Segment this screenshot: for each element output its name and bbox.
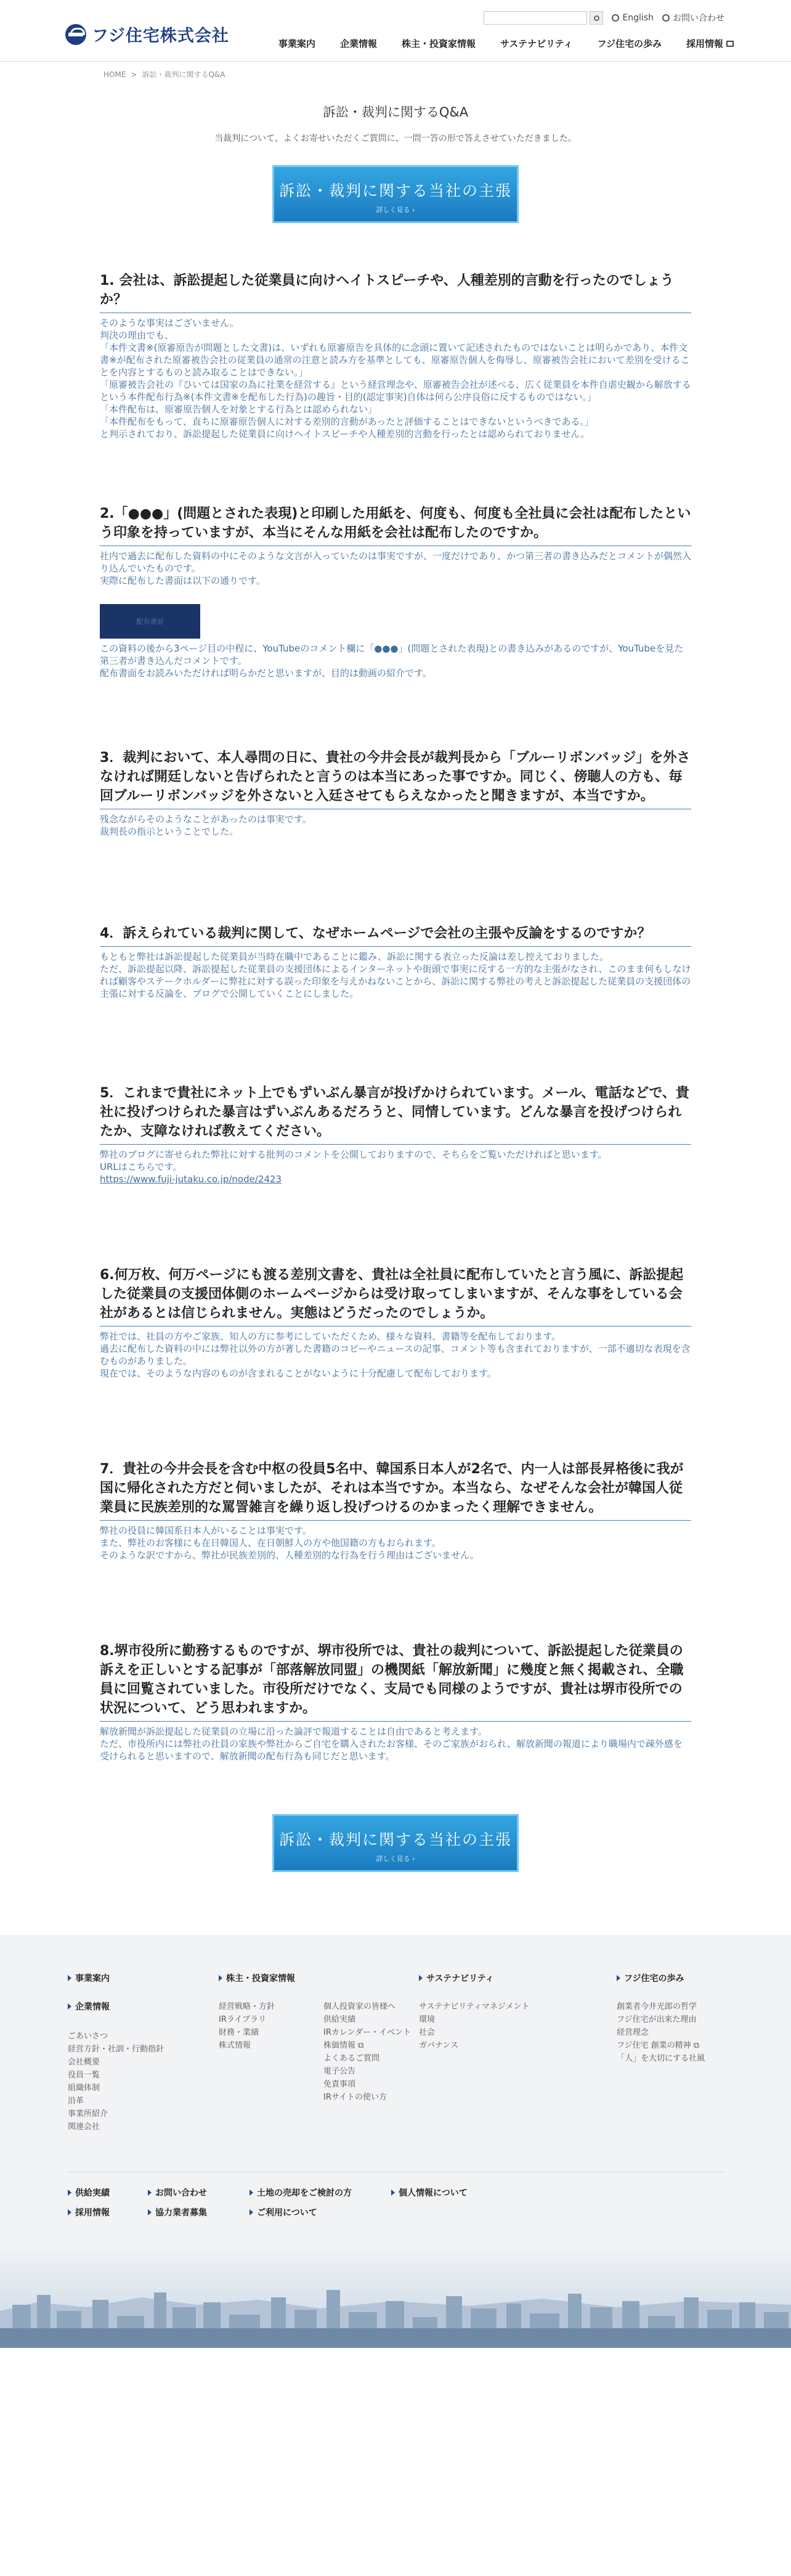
answer: 残念ながらそのようなことがあったのは事実です。 裁判長の指示ということでした。 — [100, 814, 312, 837]
banner-title: 訴訟・裁判に関する当社の主張 — [278, 182, 512, 200]
nav-history[interactable]: フジ住宅の歩み — [597, 38, 662, 49]
blog-comments-link[interactable]: https://www.fuji-jutaku.co.jp/node/2423 — [100, 1174, 282, 1185]
footer-link[interactable]: IRサイトの使い方 — [323, 2093, 387, 2102]
footer-col-history — [617, 1972, 723, 2133]
answer: もともと弊社は訴訟提起した従業員が当時在職中であることに鑑み、訴訟に関する表立った反論は差し控えておりました。 ただ、訴訟提起以降、訴訟提起した従業員の支援団体によるインターネットや街頭で事実に反する一方的な主張がなされ、このまま何もしなければ顧客やステークホルダーに弊社に対する誤った印象を与えかねないことから、訴訟に関する弊社の考えと訴訟提起した従業員の支援団体の主張に対する反論を、ブログで公開していくことにしました。 — [100, 951, 691, 999]
footer-sitemap — [68, 1972, 723, 2133]
english-label: English — [622, 13, 654, 23]
footer-link[interactable]: IRライブラリ — [219, 2015, 267, 2024]
question: 7．貴社の今井会長を含む中枢の役員5名中、韓国系日本人が2名で、内一人は部長昇格後に我が国に帰化された方だと伺いましたが、それは本当ですか。本当なら、なぜそんな会社が韓国人従業員に民族差別的な罵詈雑言を繰り返し投げつけるのかまったく理解できません。 — [100, 1460, 691, 1521]
footer-link[interactable]: 関連会社 — [68, 2122, 100, 2132]
question: 1. 会社は、訴訟提起した従業員に向けヘイトスピーチや、人種差別的言動を行ったのでしょうか？ — [100, 271, 691, 313]
question: 8.堺市役所に勤務するものですが、堺市役所では、貴社の裁判について、訴訟提起した従業員の訴えを正しいとする記事が「部落解放同盟」の機関紙「解放新聞」に幾度と無く掲載され、全職員に回覧されていました。市役所だけでなく、支局でも同様のようですが、貴社は堺市役所での状況について、どう思われますか。 — [100, 1642, 691, 1722]
footer-head-ir[interactable]: 株主・投資家情報 — [219, 1972, 419, 1984]
nav-ir[interactable]: 株主・投資家情報 — [401, 38, 476, 49]
footer-history-list — [617, 2000, 723, 2065]
question: 3．裁判において、本人尋問の日に、貴社の今井会長が裁判長から「ブルーリボンバッジ」を外さなければ開廷しないと告げられたと言うのは本当にあった事ですか。同じく、傍聴人の方も、毎回ブルーリボンバッジを外さないと入廷させてもらえなかったと聞きますが、本当ですか。 — [100, 748, 691, 809]
answer: そのような事実はございません。 判決の理由でも、 「本件文書※(原審原告が問題とした文書)は、いずれも原審原告を具体的に念頭に置いて記述されたものではないことは明らかであり、本件文書※が配布された原審被告会社の従業員の通常の注意と読み方を基準としても、原審原告個人を侮辱し、原審被告会社において差別を受けることを内容とするものと読み取ることはできない。」 「原審被告会社の『ひいては国家の為に社業を経営する』という経営理念や、原審被告会社が述べる、広く従業員を本件自虐史観から解放するという本件配布行為※(本件文書※を配布した行為)の趣旨・目的(認定事実)自体は何ら公序良俗に反するものではない。」 「本件配布は、原審原告個人を対象とする行為とは認められない」 「本件配布をもって、直ちに原審原告個人に対する差別的言動があったと評価することはできないというべきである。」 と判示されており、訴訟提起した従業員に向けヘイトスピーチや人種差別的言動を行ったとは認められておりません。 — [100, 317, 691, 440]
contact-link[interactable] — [662, 12, 724, 24]
logo-mark-icon — [65, 24, 86, 45]
footer-link[interactable]: 財務・業績 — [219, 2028, 259, 2037]
footer-contact-link[interactable]: お問い合わせ — [148, 2186, 249, 2199]
nav-recruit[interactable] — [686, 37, 734, 50]
cityscape-image — [0, 2243, 791, 2348]
footer-link[interactable]: ごあいさつ — [68, 2032, 108, 2041]
english-link[interactable] — [612, 13, 654, 23]
footer-link[interactable]: 創業者今井光郎の哲学 — [617, 2002, 697, 2011]
banner-sub: 詳しく見る › — [376, 1855, 415, 1863]
answer: 弊社では、社員の方やご家族、知人の方に参考にしていただくため、様々な資料、書籍等を配布しております。 過去に配布した資料の中には弊社以外の方が著した書籍のコピーやニュースの記事、コメント等も含まれておりますが、一部不適切な表現を含むものがありました。 現在では、そのような内容のものが含まれることがないように十分配慮して配布しております。 — [100, 1331, 691, 1379]
site-footer — [0, 1935, 791, 2348]
qa-item-5 — [100, 1084, 691, 1185]
search-input[interactable] — [484, 11, 587, 25]
breadcrumb-current: 訴訟・裁判に関するQ&A — [142, 70, 225, 79]
footer-recruit-link[interactable]: 採用情報 — [68, 2206, 148, 2218]
footer-bottom-links — [68, 2186, 514, 2218]
footer-link[interactable]: 個人投資家の皆様へ — [323, 2002, 396, 2011]
qa-item-3 — [100, 748, 691, 838]
nav-business[interactable]: 事業案内 — [278, 38, 315, 49]
claims-banner-bottom[interactable] — [272, 1814, 519, 1872]
footer-link[interactable]: 組織体制 — [68, 2083, 100, 2093]
distributed-document-button[interactable]: 配布書面 — [100, 604, 200, 639]
footer-link[interactable]: 会社概要 — [68, 2058, 100, 2067]
footer-land-sale-link[interactable]: 土地の売却をご検討の方 — [249, 2186, 391, 2199]
banner-sub: 詳しく見る › — [376, 206, 415, 214]
footer-link[interactable]: よくあるご質問 — [323, 2054, 380, 2063]
footer-supply-link[interactable]: 供給実績 — [68, 2186, 148, 2199]
footer-link[interactable]: IRカレンダー・イベント — [323, 2028, 412, 2037]
question: 4．訴えられている裁判に関して、なぜホームページで会社の主張や反論をするのですか？ — [100, 924, 691, 947]
search-icon — [594, 15, 599, 21]
nav-company[interactable]: 企業情報 — [339, 38, 377, 49]
globe-icon — [612, 14, 619, 22]
page-lead: 当裁判について、よくお寄せいただくご質問に、一問一答の形で答えさせていただきました。 — [214, 134, 577, 144]
footer-link[interactable]: フジ住宅 創業の精神 ⧉ — [617, 2041, 700, 2050]
footer-ir-list-a — [219, 2000, 311, 2104]
answer: 弊社のブログに寄せられた弊社に対する批判のコメントを公開しておりますので、そちらをご覧いただければと思います。 URLはこちらです。 — [100, 1149, 607, 1172]
breadcrumb-separator: > — [131, 70, 137, 79]
footer-col-business — [68, 1972, 219, 2133]
footer-col-sustainability — [419, 1972, 617, 2133]
qa-item-8 — [100, 1642, 691, 1762]
footer-link[interactable]: 社会 — [419, 2028, 436, 2037]
footer-link[interactable]: 「人」を大切にする社風 — [617, 2054, 705, 2063]
nav-recruit-label: 採用情報 — [686, 38, 723, 49]
external-link-icon — [726, 41, 734, 47]
footer-partner-link[interactable]: 協力業者募集 — [148, 2206, 249, 2218]
question: 6.何万枚、何万ページにも渡る差別文書を、貴社は全社員に配布していたと言う風に、訴訟提起した従業員の支援団体側のホームページからは受け取ってしまいますが、そんな事をしている会社があるとは信じられません。実態はどうだったのでしょうか。 — [100, 1266, 691, 1327]
footer-head-history[interactable]: フジ住宅の歩み — [617, 1972, 723, 1984]
qa-item-1 — [100, 271, 691, 440]
footer-link[interactable]: フジ住宅が出来た理由 — [617, 2015, 697, 2024]
footer-col-ir — [219, 1972, 419, 2133]
footer-head-sustainability[interactable]: サステナビリティ — [419, 1972, 617, 1984]
footer-link[interactable]: 環境 — [419, 2015, 436, 2024]
footer-link[interactable]: 経営理念 — [617, 2028, 649, 2037]
footer-terms-link[interactable]: ご利用について — [249, 2206, 391, 2218]
breadcrumb — [0, 62, 791, 83]
footer-link[interactable]: サステナビリティマネジメント — [419, 2002, 530, 2011]
qa-item-2 — [100, 504, 691, 679]
qa-item-7 — [100, 1460, 691, 1561]
utility-bar — [484, 11, 724, 25]
search-button[interactable] — [590, 11, 603, 25]
banner-title: 訴訟・裁判に関する当社の主張 — [278, 1831, 512, 1849]
footer-link[interactable]: 免責事項 — [323, 2080, 356, 2089]
answer: 解放新聞が訴訟提起した従業員の立場に沿った論評で報道することは自由であると考えます。 ただ、市役所内には弊社の社員の家族や弊社からご自宅を購入されたお客様、そのご家族がおられ、解放新聞の報道により職場内で疎外感を受けられると思いますので、解放新聞の配布行為も同じだと思います。 — [100, 1726, 683, 1762]
main-content — [100, 102, 691, 1872]
answer: 社内で過去に配布した資料の中にそのような文言が入っていたのは事実ですが、一度だけであり、かつ第三者の書き込みだとコメントが偶然入り込んでいたものです。 実際に配布した書面は以下の通りです。 — [100, 550, 692, 586]
nav-sustainability[interactable]: サステナビリティ — [500, 38, 573, 49]
page-title: 訴訟・裁判に関するQ&A — [322, 105, 469, 120]
footer-link[interactable]: 経営方針・社訓・行動指針 — [68, 2045, 164, 2054]
footer-link[interactable]: 供給実績 — [323, 2015, 356, 2024]
contact-icon — [662, 14, 670, 22]
footer-link[interactable]: 株価情報 ⧉ — [323, 2041, 364, 2050]
footer-head-business[interactable]: 事業案内 — [68, 1972, 219, 1984]
footer-link[interactable]: 役員一覧 — [68, 2071, 100, 2080]
footer-link[interactable]: 電子公告 — [323, 2067, 356, 2076]
qa-item-4 — [100, 924, 691, 1000]
global-nav — [278, 37, 734, 50]
footer-link[interactable]: 経営戦略・方針 — [219, 2002, 275, 2011]
breadcrumb-home[interactable]: HOME — [103, 70, 126, 79]
footer-head-company[interactable]: 企業情報 — [68, 2000, 219, 2013]
site-header — [0, 0, 791, 62]
contact-label: お問い合わせ — [673, 14, 724, 23]
answer-continued: この資料の後から3ページ目の中程に、YouTubeのコメント欄に「●●●」(問題とされた表現)との書き込みがあるのですが、YouTubeを見た第三者が書き込んだコメントです。 配布書面をお読みいただければ明らかだと思いますが、目的は動画の紹介です。 — [100, 643, 684, 679]
site-logo[interactable] — [65, 22, 229, 46]
logo-text: フジ住宅株式会社 — [92, 27, 229, 46]
qa-item-6 — [100, 1266, 691, 1380]
footer-link[interactable]: ガバナンス — [419, 2041, 458, 2050]
question: 5．これまで貴社にネット上でもずいぶん暴言が投げかけられています。メール、電話などで、貴社に投げつけられた暴言はずいぶんあるだろうと、同情しています。どんな暴言を投げつけられたか、支障なければ教えてください。 — [100, 1084, 691, 1145]
claims-banner-top[interactable] — [272, 165, 519, 223]
footer-link[interactable]: 事業所紹介 — [68, 2109, 108, 2119]
footer-sustainability-list — [419, 2000, 617, 2052]
footer-company-list — [68, 2030, 219, 2133]
answer: 弊社の役員に韓国系日本人がいることは事実です。 また、弊社のお客様にも在日韓国人、在日朝鮮人の方や他国籍の方もおられます。 そのような訳ですから、弊社が民族差別的、人種差別的な行為を行う理由はございません。 — [100, 1525, 479, 1561]
footer-ir-list-b — [323, 2000, 416, 2104]
footer-link[interactable]: 株式情報 — [219, 2041, 251, 2050]
footer-link[interactable]: 沿革 — [68, 2096, 84, 2106]
question: 2.「●●●」(問題とされた表現)と印刷した用紙を、何度も、何度も全社員に会社は配布したという印象を持っていますが、本当にそんな用紙を会社は配布したのですか。 — [100, 504, 691, 546]
footer-privacy-link[interactable]: 個人情報について — [391, 2186, 514, 2199]
